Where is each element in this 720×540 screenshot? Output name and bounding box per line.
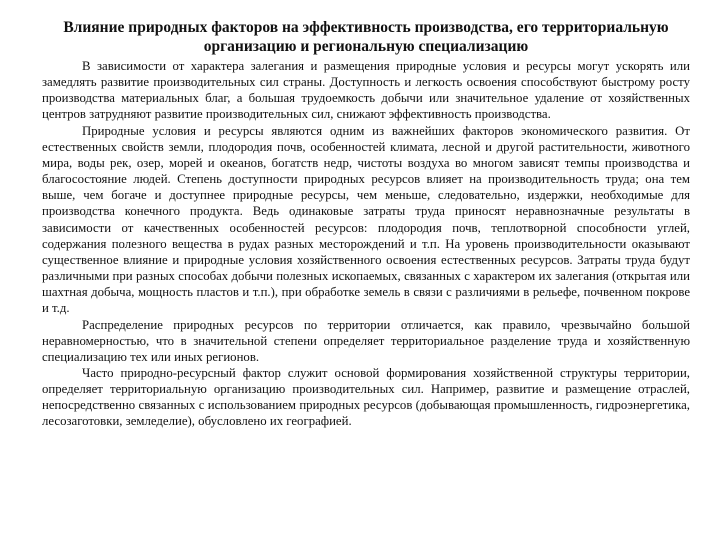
paragraph-1: В зависимости от характера залегания и размещения природные условия и ресурсы могут ускорять или замедлять развитие производительных сил страны. Доступность и легкость освоения способствуют быстрому росту производства материальных благ, а большая трудоемкость добычи или значительное удаление от хозяйственных центров затрудняют развитие производительных сил, снижают эффективность производства. (42, 59, 690, 122)
paragraph-4: Часто природно-ресурсный фактор служит основой формирования хозяйственной структуры территории, определяет территориальную организацию производительных сил. Например, развитие и размещение отраслей, непосредственно связанных с использованием природных ресурсов (добывающая промышленность, гидроэнергетика, лесозаготовки, земледелие), обусловлено их географией. (42, 365, 690, 429)
document-title: Влияние природных факторов на эффективность производства, его территориальную организацию и региональную специализацию (63, 19, 669, 55)
document-page (42, 18, 690, 430)
paragraph-3: Распределение природных ресурсов по территории отличается, как правило, чрезвычайно большой неравномерностью, что в значительной степени определяет территориальное разделение труда и хозяйственную специализацию тех или иных регионов. (42, 317, 690, 364)
paragraph-2: Природные условия и ресурсы являются одним из важнейших факторов экономического развития. От естественных свойств земли, плодородия почв, особенностей климата, лесной и другой растительности, животного мира, воды рек, озер, морей и океанов, богатств недр, чистоты воздуха во многом зависят темпы производства и благосостояние людей. Степень доступности природных ресурсов влияет на производительность труда; она тем выше, чем богаче и доступнее природные ресурсы, чем меньше, следовательно, издержки, необходимые для производства конечного продукта. Ведь одинаковые затраты труда приносят неравнозначные результаты в зависимости от качественных особенностей ресурсов: плодородия почв, теплотворной способности углей, содержания полезного вещества в рудах разных месторождений и т.п. На уровень производительности оказывают существенное влияние и природные условия хозяйственного освоения естественных ресурсов. Затраты труда будут различными при разных способах добычи полезных ископаемых, связанных с характером их залегания (открытая или шахтная добыча, мощность пластов и т.п.), при обработке земель в связи с различиями в рельефе, почвенном покрове и т.д. (42, 123, 690, 316)
